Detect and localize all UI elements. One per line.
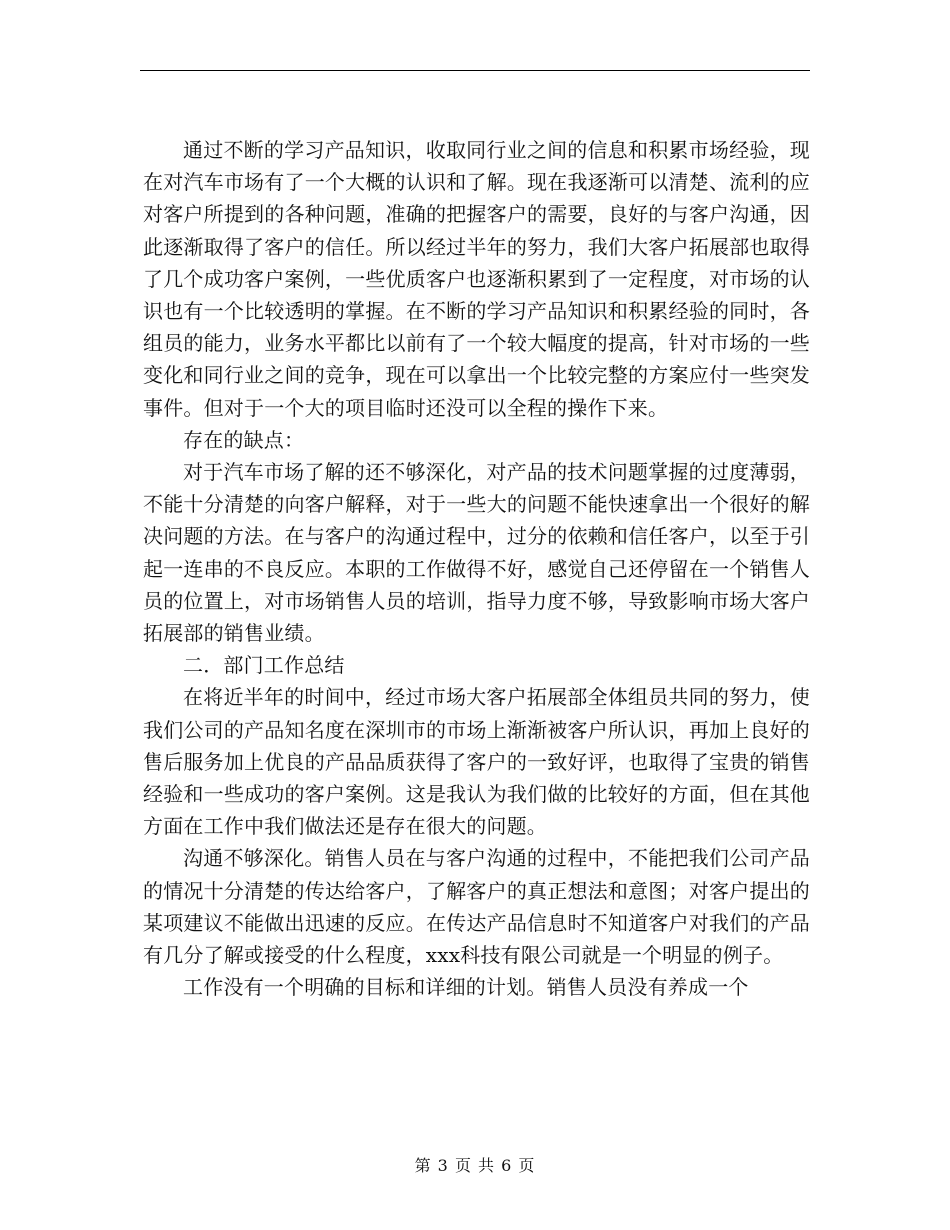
section-heading-department-summary: 二．部门工作总结 [183, 653, 345, 678]
page-number-footer: 第 3 页 共 6 页 [414, 1156, 536, 1175]
paragraph-department-summary: 在将近半年的时间中，经过市场大客户拓展部全体组员共同的努力，使我们公司的产品知名度在深圳市的市场上渐渐被客户所认识，再加上良好的售后服务加上优良的产品品质获得了客户的一致好评，也取得了宝贵的销售经验和一些成功的客户案例。这是我认为我们做的比较好的方面，但在其他方面在工作中我们做法还是存在很大的问题。 [143, 685, 810, 839]
paragraph-communication: 沟通不够深化。销售人员在与客户沟通的过程中，不能把我们公司产品的情况十分清楚的传达给客户，了解客户的真正想法和意图；对客户提出的某项建议不能做出迅速的反应。在传达产品信息时不知道客户对我们的产品有几分了解或接受的什么程度，xxx科技有限公司就是一个明显的例子。 [143, 846, 810, 968]
paragraph-progress: 通过不断的学习产品知识，收取同行业之间的信息和积累市场经验，现在对汽车市场有了一个大概的认识和了解。现在我逐渐可以清楚、流利的应对客户所提到的各种问题，准确的把握客户的需要，良好的与客户沟通，因此逐渐取得了客户的信任。所以经过半年的努力，我们大客户拓展部也取得了几个成功客户案例，一些优质客户也逐渐积累到了一定程度，对市场的认识也有一个比较透明的掌握。在不断的学习产品知识和积累经验的同时，各组员的能力，业务水平都比以前有了一个较大幅度的提高，针对市场的一些变化和同行业之间的竞争，现在可以拿出一个比较完整的方案应付一些突发事件。但对于一个大的项目临时还没可以全程的操作下来。 [143, 138, 810, 420]
paragraph-shortcomings-heading: 存在的缺点： [183, 427, 305, 452]
paragraph-shortcomings: 对于汽车市场了解的还不够深化，对产品的技术问题掌握的过度薄弱，不能十分清楚的向客户解释，对于一些大的问题不能快速拿出一个很好的解决问题的方法。在与客户的沟通过程中，过分的依赖和信任客户，以至于引起一连串的不良反应。本职的工作做得不好，感觉自己还停留在一个销售人员的位置上，对市场销售人员的培训，指导力度不够，导致影响市场大客户拓展部的销售业绩。 [143, 460, 810, 646]
document-body [143, 134, 810, 1003]
header-rule [140, 70, 810, 71]
paragraph-goals: 工作没有一个明确的目标和详细的计划。销售人员没有养成一个 [183, 975, 749, 1000]
